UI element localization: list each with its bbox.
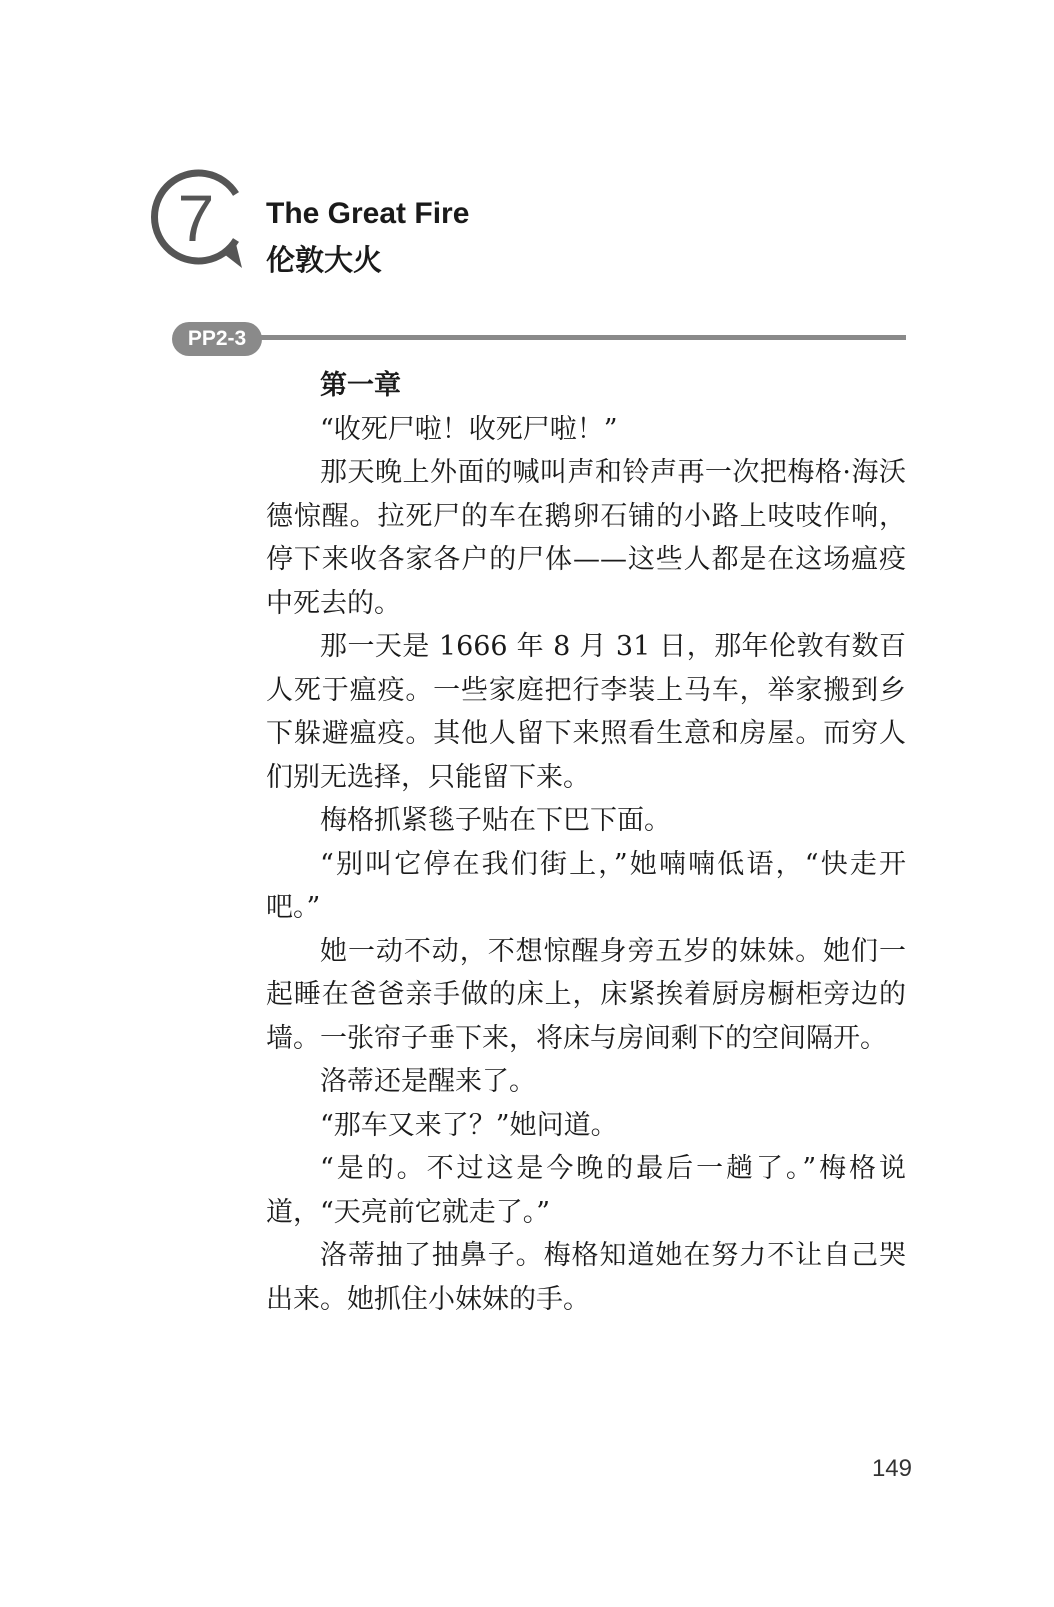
paragraph: 洛蒂还是醒来了。 — [320, 1066, 536, 1097]
chapter-title-chinese: 伦敦大火 — [266, 243, 383, 277]
paragraph: 梅格抓紧毯子贴在下巴下面。 — [320, 805, 671, 836]
paragraph: “那车又来了？”她问道。 — [320, 1109, 618, 1141]
paragraph: “别叫它停在我们街上，”她喃喃低语，“快走开吧。” — [266, 848, 906, 923]
section-heading: 第一章 — [320, 370, 401, 401]
section-divider — [256, 335, 906, 340]
page-number: 149 — [871, 1455, 912, 1482]
paragraph: 洛蒂抽了抽鼻子。梅格知道她在努力不让自己哭出来。她抓住小妹妹的手。 — [266, 1240, 906, 1315]
paragraph: “收死尸啦！收死尸啦！” — [320, 413, 618, 445]
audio-track-badge: PP2-3 — [172, 322, 262, 356]
paragraph: “是的。不过这是今晚的最后一趟了。”梅格说道，“天亮前它就走了。” — [266, 1153, 906, 1228]
paragraph: 那一天是 1666 年 8 月 31 日，那年伦敦有数百人死于瘟疫。一些家庭把行李装上马车，举家搬到乡下躲避瘟疫。其他人留下来照看生意和房屋。而穷人们别无选择，只能留下来。 — [266, 631, 906, 793]
chapter-title-english: The Great Fire — [266, 197, 470, 230]
paragraph: 她一动不动，不想惊醒身旁五岁的妹妹。她们一起睡在爸爸亲手做的床上，床紧挨着厨房橱柜旁边的墙。一张帘子垂下来，将床与房间剩下的空间隔开。 — [266, 935, 906, 1054]
body-text — [266, 364, 906, 1321]
paragraph: 那天晚上外面的喊叫声和铃声再一次把梅格·海沃德惊醒。拉死尸的车在鹅卵石铺的小路上吱吱作响，停下来收各家各户的尸体——这些人都是在这场瘟疫中死去的。 — [266, 457, 906, 619]
chapter-number: 7 — [177, 181, 215, 255]
